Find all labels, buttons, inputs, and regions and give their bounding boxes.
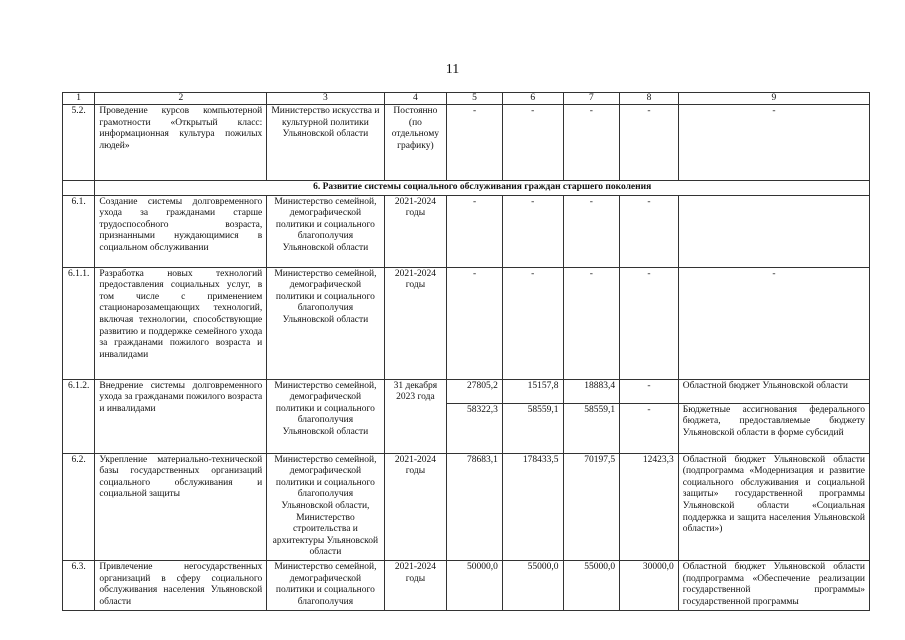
value-col5: 78683,1	[447, 453, 503, 560]
row-number: 6.1.1.	[63, 267, 95, 379]
table-row	[63, 453, 870, 560]
column-number: 4	[384, 93, 447, 105]
table-row	[63, 379, 870, 403]
value-col7: 55000,0	[563, 560, 620, 610]
table-row	[63, 560, 870, 610]
funding-source	[678, 195, 869, 267]
funding-source: Областной бюджет Ульяновской области (подпрограмма «Модернизация и развитие социального обслуживания и социальной защиты» государственной программы Ульяновской области «Социальная поддержка и защита населения Ульяновской области»)	[678, 453, 869, 560]
section-row	[63, 181, 870, 196]
measure-name: Разработка новых технологий предоставления социальных услуг, в том числе с применением стационарозамещающих технологий, включая технологии, способствующие развитию и поддержке семейного ухода за гражданами пожилого возраста и инвалидами	[95, 267, 267, 379]
value-col8: -	[620, 105, 679, 181]
value-col7: 70197,5	[563, 453, 620, 560]
period: 2021-2024 годы	[384, 453, 447, 560]
funding-source: -	[678, 267, 869, 379]
value-col7: -	[563, 105, 620, 181]
measure-name: Проведение курсов компьютерной грамотности «Открытый класс: информационная культура пожилых людей»	[95, 105, 267, 181]
row-number: 6.1.2.	[63, 379, 95, 453]
value-col5: -	[447, 267, 503, 379]
executor: Министерство семейной, демографической политики и социального благополучия Ульяновской области	[267, 267, 384, 379]
value-col7: 18883,4	[563, 379, 620, 403]
value-col6: -	[502, 267, 563, 379]
funding-source: -	[678, 105, 869, 181]
column-number: 1	[63, 93, 95, 105]
table-row	[63, 105, 870, 181]
period: Постоянно (по отдельному графику)	[384, 105, 447, 181]
period: 2021-2024 годы	[384, 560, 447, 610]
value-col5: -	[447, 105, 503, 181]
value-col5: 27805,2	[447, 379, 503, 403]
executor: Министерство семейной, демографической политики и социального благополучия Ульяновской области	[267, 195, 384, 267]
table-row	[63, 267, 870, 379]
value-col8: -	[620, 403, 679, 453]
measure-name: Внедрение системы долговременного ухода за гражданами пожилого возраста и инвалидами	[95, 379, 267, 453]
row-number: 6.1.	[63, 195, 95, 267]
executor: Министерство семейной, демографической политики и социального благополучия	[267, 560, 384, 610]
measures-table	[62, 92, 870, 611]
column-number: 8	[620, 93, 679, 105]
period: 31 декабря 2023 года	[384, 379, 447, 453]
value-col6: -	[502, 105, 563, 181]
row-number: 5.2.	[63, 105, 95, 181]
row-number: 6.2.	[63, 453, 95, 560]
column-number: 9	[678, 93, 869, 105]
page-number: 11	[445, 62, 460, 77]
column-number: 3	[267, 93, 384, 105]
column-number-row	[63, 93, 870, 105]
value-col6: -	[502, 195, 563, 267]
measure-name: Привлечение негосударственных организаций в сферу социального обслуживания населения Ульяновской области	[95, 560, 267, 610]
value-col6: 58559,1	[502, 403, 563, 453]
column-number: 6	[502, 93, 563, 105]
value-col8: -	[620, 379, 679, 403]
section-title: 6. Развитие системы социального обслуживания граждан старшего поколения	[95, 181, 870, 196]
period: 2021-2024 годы	[384, 195, 447, 267]
measure-name: Укрепление материально-технической базы государственных организаций социального обслуживания и социальной защиты	[95, 453, 267, 560]
value-col5: -	[447, 195, 503, 267]
value-col8: -	[620, 195, 679, 267]
table-row	[63, 195, 870, 267]
measure-name: Создание системы долговременного ухода за гражданами старше трудоспособного возраста, признанными нуждающимися в социальном обслуживании	[95, 195, 267, 267]
value-col7: -	[563, 195, 620, 267]
value-col5: 58322,3	[447, 403, 503, 453]
value-col7: -	[563, 267, 620, 379]
value-col5: 50000,0	[447, 560, 503, 610]
value-col6: 55000,0	[502, 560, 563, 610]
funding-source: Областной бюджет Ульяновской области (подпрограмма «Обеспечение реализации государственной программы» государственной программы	[678, 560, 869, 610]
column-number: 7	[563, 93, 620, 105]
value-col8: -	[620, 267, 679, 379]
value-col6: 178433,5	[502, 453, 563, 560]
executor: Министерство искусства и культурной политики Ульяновской области	[267, 105, 384, 181]
value-col7: 58559,1	[563, 403, 620, 453]
period: 2021-2024 годы	[384, 267, 447, 379]
column-number: 2	[95, 93, 267, 105]
value-col6: 15157,8	[502, 379, 563, 403]
row-number: 6.3.	[63, 560, 95, 610]
funding-source: Бюджетные ассигнования федерального бюджета, предоставляемые бюджету Ульяновской области в форме субсидий	[678, 403, 869, 453]
executor: Министерство семейной, демографической политики и социального благополучия Ульяновской области, Министерство строительства и архитектуры Ульяновской области	[267, 453, 384, 560]
column-number: 5	[447, 93, 503, 105]
value-col8: 30000,0	[620, 560, 679, 610]
executor: Министерство семейной, демографической политики и социального благополучия Ульяновской области	[267, 379, 384, 453]
funding-source: Областной бюджет Ульяновской области	[678, 379, 869, 403]
value-col8: 12423,3	[620, 453, 679, 560]
